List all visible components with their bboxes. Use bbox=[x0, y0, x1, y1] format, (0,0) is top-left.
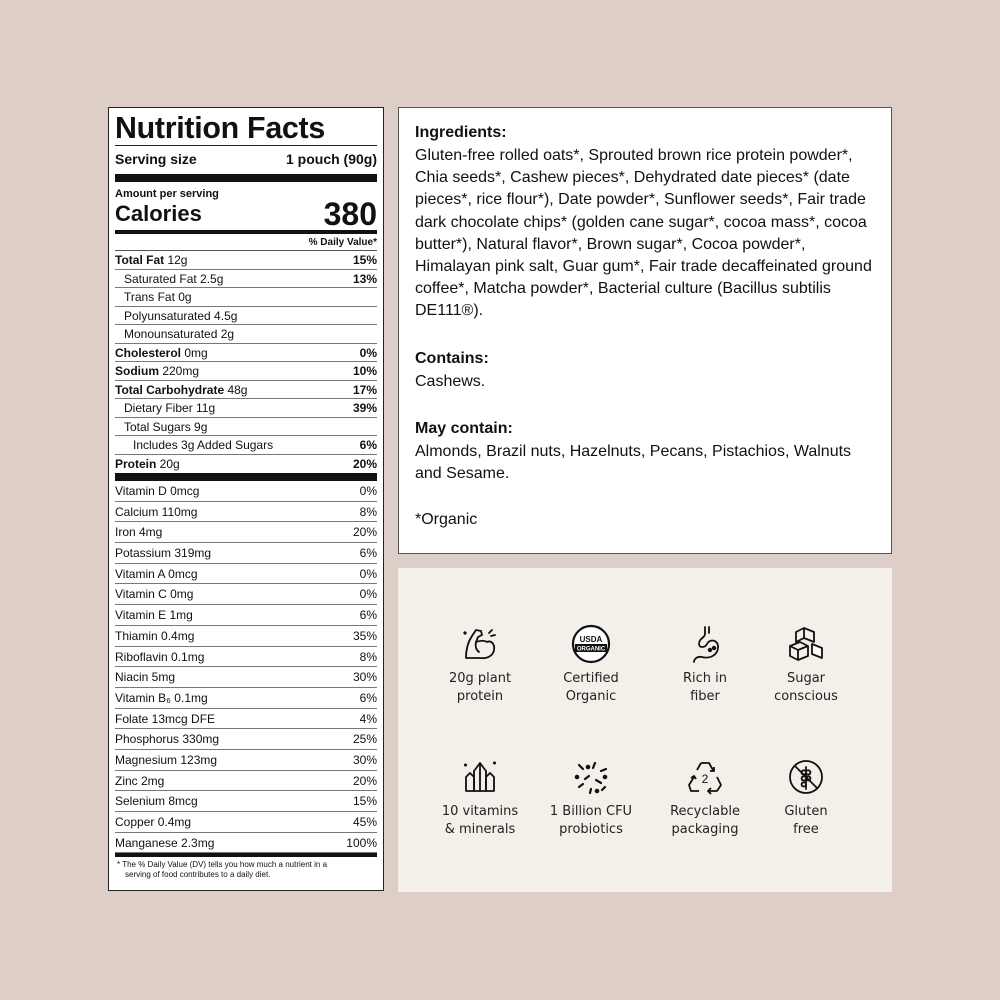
nutrient-amount: Trans Fat 0g bbox=[124, 290, 192, 304]
daily-value-footnote bbox=[115, 853, 377, 880]
vitamin-name: Iron 4mg bbox=[115, 525, 163, 540]
vitamin-daily-value: 8% bbox=[359, 504, 377, 519]
footnote-line-1: * The % Daily Value (DV) tells you how much a nutrient in a bbox=[117, 860, 328, 870]
vitamin-row bbox=[115, 626, 377, 647]
nutrient-amount: 220mg bbox=[159, 364, 200, 378]
serving-size-row bbox=[115, 145, 377, 169]
nutrient-daily-value: 0% bbox=[359, 345, 377, 360]
vitamin-daily-value: 45% bbox=[352, 815, 377, 829]
nutrient-amount: 20g bbox=[156, 456, 180, 471]
nutrient-amount: Polyunsaturated 4.5g bbox=[124, 308, 238, 323]
vitamin-name: Niacin 5mg bbox=[115, 670, 176, 685]
vitamin-rows bbox=[115, 481, 377, 853]
sugar-cubes-icon bbox=[747, 624, 865, 664]
nutrient-amount: 12g bbox=[164, 253, 188, 267]
feature-label: protein bbox=[456, 689, 504, 704]
feature-label: 20g plant bbox=[448, 671, 512, 686]
vitamin-daily-value: 100% bbox=[346, 835, 377, 850]
vitamin-row bbox=[115, 522, 377, 543]
ingredients-heading: Ingredients: bbox=[415, 124, 507, 141]
nutrient-daily-value: 13% bbox=[352, 271, 377, 286]
nutrient-row bbox=[115, 455, 377, 474]
contains-heading: Contains: bbox=[415, 349, 489, 367]
nutrient-name-bold: Cholesterol bbox=[115, 345, 182, 360]
nutrient-row bbox=[115, 270, 377, 289]
vitamin-row bbox=[115, 584, 377, 605]
nutrient-amount: Dietary Fiber 11g bbox=[124, 401, 216, 415]
vitamin-name: Vitamin C 0mg bbox=[115, 587, 194, 602]
vitamin-daily-value: 0% bbox=[359, 566, 377, 581]
no-wheat-icon bbox=[747, 757, 865, 797]
nutrient-name bbox=[115, 381, 247, 399]
feature-certified-organic bbox=[532, 624, 650, 706]
feature-label: 10 vitamins bbox=[441, 804, 519, 819]
features-panel bbox=[398, 568, 892, 892]
seal-bottom-text: ORGANIC bbox=[576, 646, 606, 653]
vitamin-row bbox=[115, 481, 377, 502]
nutrient-name bbox=[115, 251, 187, 269]
vitamin-row bbox=[115, 729, 377, 750]
vitamin-row bbox=[115, 791, 377, 812]
vitamin-name: Vitamin D 0mcg bbox=[115, 484, 200, 498]
vitamin-name: Vitamin A 0mcg bbox=[115, 566, 198, 581]
nutrient-daily-value: 17% bbox=[352, 382, 377, 397]
feature-plant-protein bbox=[421, 624, 539, 706]
vitamin-name: Vitamin B₆ 0.1mg bbox=[115, 690, 208, 705]
vitamin-name: Calcium 110mg bbox=[115, 504, 198, 519]
feature-label: 1 Billion CFU bbox=[549, 804, 633, 819]
feature-label: & minerals bbox=[444, 822, 516, 837]
nutrient-row bbox=[115, 399, 377, 418]
feature-label: fiber bbox=[690, 689, 720, 704]
feature-sugar-conscious bbox=[747, 624, 865, 706]
vitamin-name: Zinc 2mg bbox=[115, 773, 165, 788]
nutrient-name bbox=[115, 288, 192, 306]
vitamin-daily-value: 25% bbox=[352, 732, 377, 747]
footnote-line-2: serving of food contributes to a daily diet. bbox=[125, 870, 271, 880]
probiotics-icon bbox=[532, 757, 650, 797]
vitamin-row bbox=[115, 605, 377, 626]
vitamin-row bbox=[115, 502, 377, 523]
feature-label: packaging bbox=[671, 822, 739, 837]
nutrient-name bbox=[115, 455, 180, 474]
thick-divider bbox=[115, 473, 377, 481]
nutrient-name bbox=[115, 270, 223, 288]
nutrient-amount: 48g bbox=[224, 382, 248, 397]
may-contain-heading: May contain: bbox=[415, 419, 513, 437]
usda-organic-seal-icon bbox=[532, 624, 650, 664]
vitamin-row bbox=[115, 667, 377, 688]
nutrient-daily-value: 10% bbox=[352, 364, 377, 378]
vitamin-daily-value: 0% bbox=[359, 484, 377, 498]
vitamin-daily-value: 6% bbox=[359, 690, 377, 705]
feature-label: Rich in bbox=[682, 671, 727, 686]
vitamin-name: Potassium 319mg bbox=[115, 546, 212, 561]
feature-probiotics bbox=[532, 757, 650, 839]
nutrient-row bbox=[115, 436, 377, 455]
vitamin-name: Manganese 2.3mg bbox=[115, 835, 215, 850]
recycle-number: 2 bbox=[701, 772, 709, 786]
ingredients-panel bbox=[398, 107, 892, 554]
feature-vitamins-minerals bbox=[421, 757, 539, 839]
vitamin-daily-value: 30% bbox=[352, 670, 377, 685]
vitamin-row bbox=[115, 771, 377, 792]
feature-label: conscious bbox=[774, 689, 838, 704]
vitamin-row bbox=[115, 647, 377, 668]
nutrition-facts-panel bbox=[108, 107, 384, 891]
vitamin-name: Riboflavin 0.1mg bbox=[115, 649, 205, 664]
daily-value-header: % Daily Value* bbox=[115, 230, 377, 251]
nutrient-row bbox=[115, 307, 377, 326]
flexed-arm-icon bbox=[421, 624, 539, 664]
vitamin-name: Magnesium 123mg bbox=[115, 752, 218, 767]
nutrient-row bbox=[115, 344, 377, 363]
vitamin-daily-value: 6% bbox=[359, 546, 377, 561]
vitamin-name: Folate 13mcg DFE bbox=[115, 711, 216, 726]
nutrient-name bbox=[115, 344, 208, 362]
nutrient-name bbox=[115, 362, 199, 380]
feature-label: Sugar bbox=[786, 671, 826, 686]
vitamin-name: Selenium 8mcg bbox=[115, 794, 198, 809]
vitamin-row bbox=[115, 688, 377, 709]
feature-label: Certified bbox=[563, 671, 619, 686]
vitamin-daily-value: 15% bbox=[352, 794, 377, 809]
nutrient-name bbox=[115, 436, 273, 454]
nutrient-amount: Total Sugars 9g bbox=[124, 419, 208, 434]
calories-label: Calories bbox=[115, 201, 202, 226]
contains-text: Cashews. bbox=[415, 372, 486, 390]
feature-label: Recyclable bbox=[670, 804, 740, 819]
nutrient-name bbox=[115, 399, 215, 417]
nutrient-daily-value: 39% bbox=[352, 401, 377, 415]
organic-note: *Organic bbox=[415, 511, 478, 529]
nutrient-row bbox=[115, 381, 377, 400]
feature-label: Gluten bbox=[784, 804, 828, 819]
nutrient-row bbox=[115, 325, 377, 344]
may-contain-text: Almonds, Brazil nuts, Hazelnuts, Pecans, Pistachios, Walnuts and Sesame. bbox=[415, 442, 852, 483]
nutrient-daily-value: 15% bbox=[352, 253, 377, 267]
vitamin-row bbox=[115, 833, 377, 854]
feature-label: free bbox=[793, 822, 819, 837]
serving-size-label: Serving size bbox=[115, 151, 197, 167]
vitamin-daily-value: 0% bbox=[359, 587, 377, 602]
nutrient-daily-value: 20% bbox=[352, 456, 377, 471]
nutrient-amount: Saturated Fat 2.5g bbox=[124, 271, 224, 286]
nutrient-amount: 0mg bbox=[181, 345, 208, 360]
vitamin-name: Phosphorus 330mg bbox=[115, 732, 220, 747]
serving-size-value: 1 pouch (90g) bbox=[285, 151, 377, 167]
vitamin-row bbox=[115, 709, 377, 730]
nutrient-name-bold: Protein bbox=[115, 456, 157, 471]
nutrient-daily-value: 6% bbox=[359, 438, 377, 452]
nutrient-amount: Monounsaturated 2g bbox=[124, 327, 235, 341]
vitamin-name: Vitamin E 1mg bbox=[115, 608, 193, 623]
vitamin-row bbox=[115, 812, 377, 833]
thick-divider bbox=[115, 174, 377, 182]
nutrient-row bbox=[115, 362, 377, 381]
vitamin-name: Thiamin 0.4mg bbox=[115, 628, 195, 643]
feature-label: Organic bbox=[565, 689, 617, 704]
vitamin-row bbox=[115, 564, 377, 585]
nutrient-row bbox=[115, 418, 377, 437]
calories-row bbox=[115, 196, 377, 232]
nutrient-name-bold: Total Fat bbox=[115, 253, 165, 267]
vitamin-row bbox=[115, 543, 377, 564]
nutrient-name bbox=[115, 418, 207, 436]
vitamin-row bbox=[115, 750, 377, 771]
nutrient-name-bold: Total Carbohydrate bbox=[115, 382, 225, 397]
crystals-icon bbox=[421, 757, 539, 797]
vitamin-daily-value: 35% bbox=[352, 628, 377, 643]
vitamin-daily-value: 6% bbox=[359, 608, 377, 623]
amount-per-serving: Amount per serving bbox=[115, 188, 219, 200]
vitamin-daily-value: 20% bbox=[352, 525, 377, 540]
calories-value: 380 bbox=[323, 196, 377, 232]
nutrient-name bbox=[115, 307, 237, 325]
vitamin-name: Copper 0.4mg bbox=[115, 815, 192, 829]
seal-top-text: USDA bbox=[579, 635, 603, 644]
vitamin-daily-value: 30% bbox=[352, 752, 377, 767]
nutrient-name bbox=[115, 325, 234, 343]
nutrition-title: Nutrition Facts bbox=[115, 110, 325, 145]
vitamin-daily-value: 8% bbox=[359, 649, 377, 664]
nutrient-rows bbox=[115, 251, 377, 473]
nutrient-row bbox=[115, 288, 377, 307]
vitamin-daily-value: 20% bbox=[352, 773, 377, 788]
feature-gluten-free bbox=[747, 757, 865, 839]
nutrient-amount: Includes 3g Added Sugars bbox=[133, 438, 274, 452]
vitamin-daily-value: 4% bbox=[359, 711, 377, 726]
nutrient-name-bold: Sodium bbox=[115, 364, 159, 378]
ingredients-text: Gluten-free rolled oats*, Sprouted brown rice protein powder*, Chia seeds*, Cashew pieces*, Dehydrated date pieces* (date pieces*, rice flour*), Date powder*, Sunflower seeds*, Fair trade dark chocolate chips* (golden cane sugar*, cocoa mass*, cocoa butter*), Natural flavor*, Brown sugar*, Cocoa powder*, Himalayan pink salt, Guar gum*, Fair trade decaffeinated ground coffee*, Matcha powder*, Bacterial culture (Bacillus subtilis DE111®). bbox=[415, 147, 872, 320]
feature-label: probiotics bbox=[559, 822, 623, 837]
nutrient-row bbox=[115, 251, 377, 270]
